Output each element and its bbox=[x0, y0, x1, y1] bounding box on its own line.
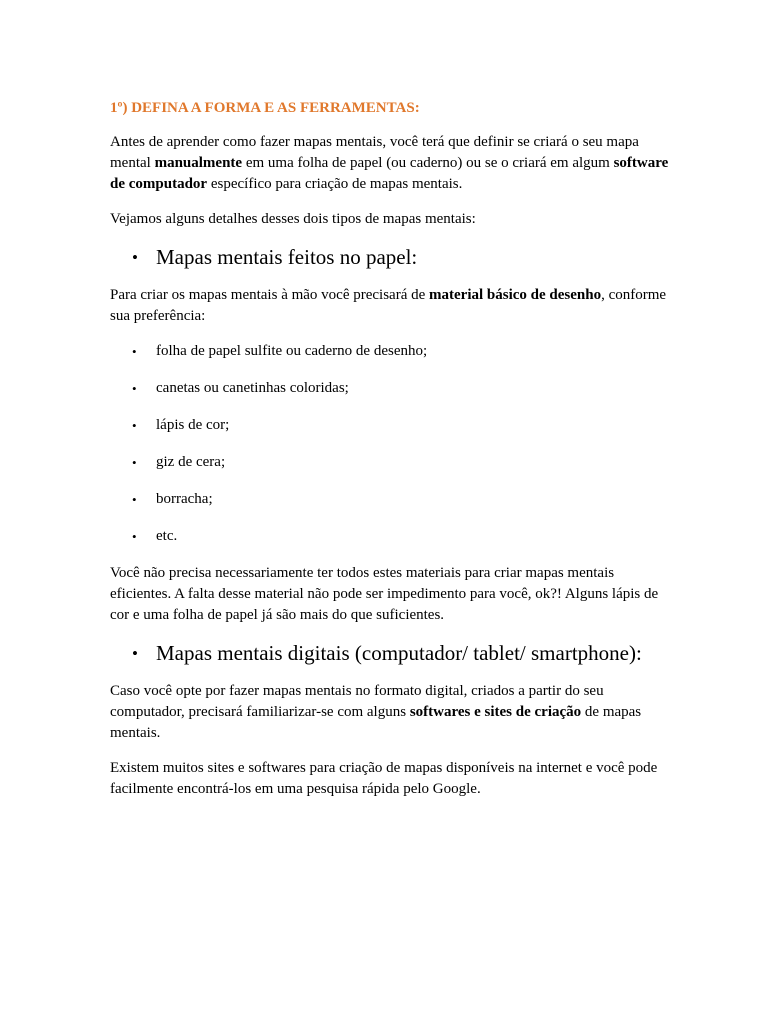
section2-title bbox=[110, 640, 670, 667]
section1-title-text: Mapas mentais feitos no papel: bbox=[156, 245, 418, 269]
section1-paragraph bbox=[110, 285, 670, 327]
list-item bbox=[110, 415, 670, 436]
list-item bbox=[110, 452, 670, 473]
bullet-icon: • bbox=[132, 529, 137, 544]
intro-bold-1: manualmente bbox=[154, 155, 243, 171]
list-item-text: canetas ou canetinhas coloridas; bbox=[156, 380, 349, 396]
section2-paragraph bbox=[110, 681, 670, 744]
bullet-icon: • bbox=[132, 644, 138, 663]
section2-title-text: Mapas mentais digitais (computador/ tablet/ smartphone): bbox=[156, 641, 642, 665]
list-item bbox=[110, 489, 670, 510]
section2-text-1: Caso você opte por fazer mapas mentais no formato digital, criados a partir do seu computador, precisará familiarizar-se com alguns bbox=[110, 683, 604, 720]
bullet-icon: • bbox=[132, 418, 137, 433]
bullet-icon: • bbox=[132, 248, 138, 267]
bullet-icon: • bbox=[132, 381, 137, 396]
bullet-icon: • bbox=[132, 455, 137, 470]
materials-list bbox=[110, 341, 670, 547]
list-item bbox=[110, 526, 670, 547]
intro-bold-2: software de computador bbox=[110, 155, 669, 192]
section2-text-2: de mapas mentais. bbox=[110, 704, 642, 741]
section1-text-2: , conforme sua preferência: bbox=[110, 287, 667, 324]
section1-title bbox=[110, 244, 670, 271]
section1-text-1: Para criar os mapas mentais à mão você precisará de bbox=[110, 287, 430, 303]
document-page bbox=[110, 98, 670, 814]
section2-bold-1: softwares e sites de criação bbox=[409, 704, 582, 720]
list-item-text: borracha; bbox=[156, 491, 213, 507]
section1-closing: Você não precisa necessariamente ter todos estes materiais para criar mapas mentais eficientes. A falta desse material não pode ser impedimento para você, ok?! Alguns lápis de cor e uma folha de papel já são mais do que suficientes. bbox=[110, 565, 659, 623]
bullet-icon: • bbox=[132, 492, 137, 507]
list-item bbox=[110, 378, 670, 399]
section2-closing: Existem muitos sites e softwares para criação de mapas disponíveis na internet e você pode facilmente encontrá-los em uma pesquisa rápida pelo Google. bbox=[110, 760, 658, 797]
bullet-icon: • bbox=[132, 344, 137, 359]
list-item-text: lápis de cor; bbox=[156, 417, 230, 433]
intro-text-3: específico para criação de mapas mentais. bbox=[207, 176, 463, 192]
intro-text-1: Antes de aprender como fazer mapas mentais, você terá que definir se criará o seu mapa mental bbox=[110, 134, 639, 171]
list-item-text: etc. bbox=[156, 528, 178, 544]
list-item-text: giz de cera; bbox=[156, 454, 226, 470]
intro-text-2: em uma folha de papel (ou caderno) ou se o criará em algum bbox=[242, 155, 614, 171]
vejamos-paragraph: Vejamos alguns detalhes desses dois tipos de mapas mentais: bbox=[110, 211, 476, 227]
list-item bbox=[110, 341, 670, 362]
list-item-text: folha de papel sulfite ou caderno de desenho; bbox=[156, 343, 428, 359]
section-heading: 1º) DEFINA A FORMA E AS FERRAMENTAS: bbox=[110, 100, 420, 116]
intro-paragraph bbox=[110, 132, 670, 195]
section1-bold-1: material básico de desenho bbox=[429, 287, 602, 303]
